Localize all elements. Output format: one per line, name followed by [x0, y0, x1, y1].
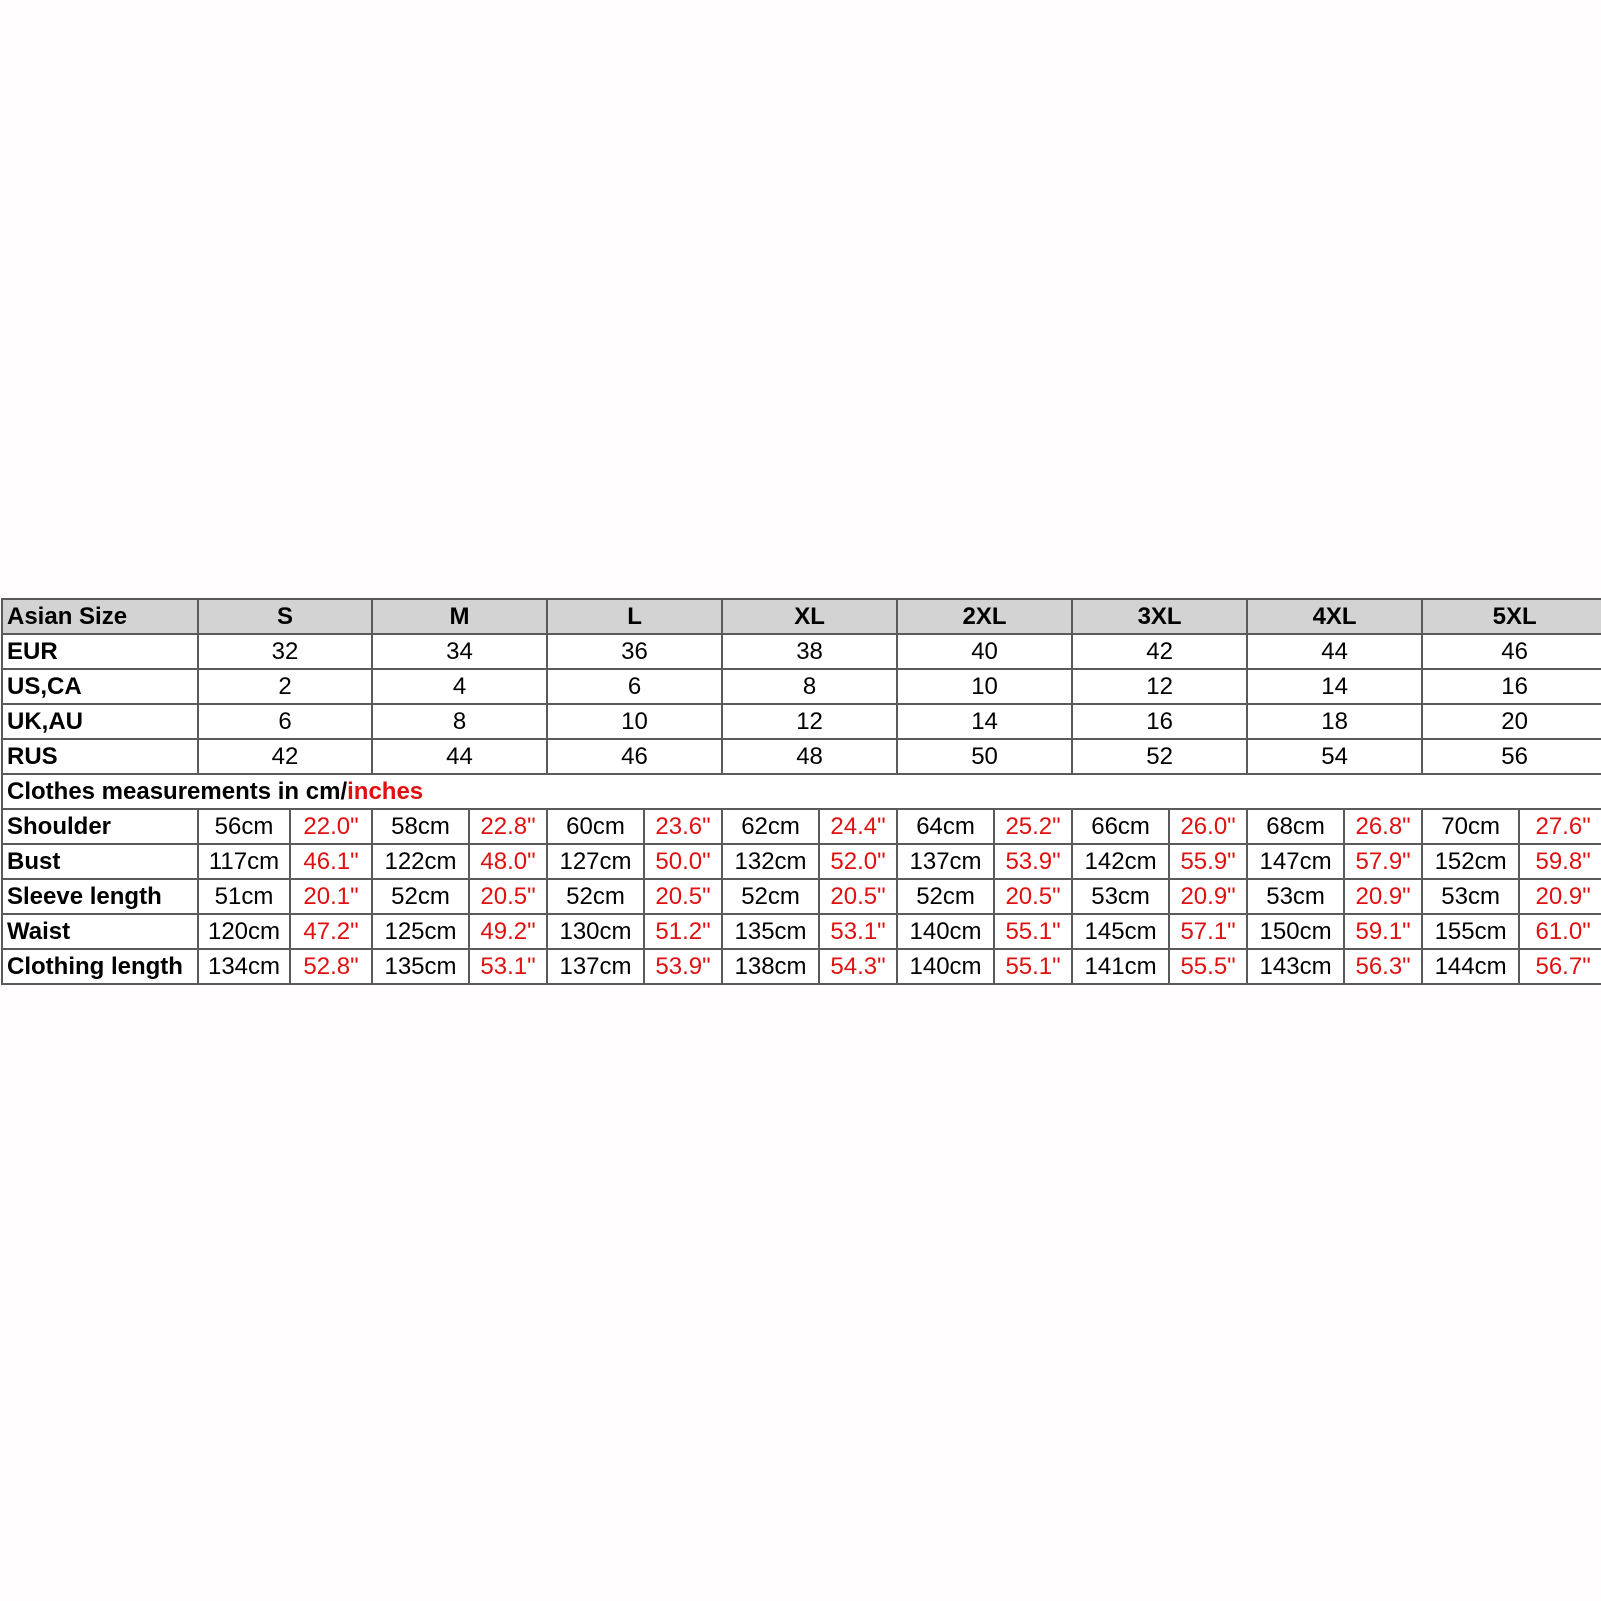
- cm-value: 51cm: [198, 879, 290, 914]
- conversion-value: 18: [1247, 704, 1422, 739]
- conversion-value: 34: [372, 634, 547, 669]
- conversion-value: 40: [897, 634, 1072, 669]
- conversion-value: 8: [722, 669, 897, 704]
- measurement-row: [2, 949, 1601, 984]
- size-header: 5XL: [1422, 599, 1601, 634]
- size-header: L: [547, 599, 722, 634]
- conversion-value: 10: [547, 704, 722, 739]
- cm-value: 53cm: [1072, 879, 1169, 914]
- inch-value: 53.9": [644, 949, 722, 984]
- conversion-value: 20: [1422, 704, 1601, 739]
- cm-value: 66cm: [1072, 809, 1169, 844]
- cm-value: 135cm: [372, 949, 469, 984]
- inch-value: 20.9": [1519, 879, 1601, 914]
- section-row: [2, 774, 1601, 809]
- conversion-value: 36: [547, 634, 722, 669]
- conversion-value: 6: [198, 704, 372, 739]
- conversion-value: 32: [198, 634, 372, 669]
- inch-value: 56.3": [1344, 949, 1422, 984]
- row-label: EUR: [2, 634, 198, 669]
- cm-value: 53cm: [1422, 879, 1519, 914]
- cm-value: 147cm: [1247, 844, 1344, 879]
- inch-value: 55.1": [994, 914, 1072, 949]
- inch-value: 55.9": [1169, 844, 1247, 879]
- cm-value: 56cm: [198, 809, 290, 844]
- measurement-row: [2, 914, 1601, 949]
- cm-value: 68cm: [1247, 809, 1344, 844]
- cm-value: 120cm: [198, 914, 290, 949]
- cm-value: 53cm: [1247, 879, 1344, 914]
- row-label: Sleeve length: [2, 879, 198, 914]
- inch-value: 52.0": [819, 844, 897, 879]
- inch-value: 20.9": [1169, 879, 1247, 914]
- conversion-row: [2, 669, 1601, 704]
- inch-value: 59.8": [1519, 844, 1601, 879]
- cm-value: 140cm: [897, 914, 994, 949]
- conversion-value: 12: [722, 704, 897, 739]
- conversion-value: 14: [897, 704, 1072, 739]
- conversion-value: 42: [1072, 634, 1247, 669]
- inch-value: 51.2": [644, 914, 722, 949]
- inch-value: 53.9": [994, 844, 1072, 879]
- size-header: 2XL: [897, 599, 1072, 634]
- cm-value: 150cm: [1247, 914, 1344, 949]
- conversion-value: 16: [1422, 669, 1601, 704]
- cm-value: 140cm: [897, 949, 994, 984]
- conversion-value: 46: [1422, 634, 1601, 669]
- conversion-value: 48: [722, 739, 897, 774]
- section-title-accent: inches: [347, 777, 424, 805]
- size-chart-body: [2, 599, 1601, 984]
- cm-value: 155cm: [1422, 914, 1519, 949]
- cm-value: 122cm: [372, 844, 469, 879]
- row-label: US,CA: [2, 669, 198, 704]
- row-label: Waist: [2, 914, 198, 949]
- size-header: XL: [722, 599, 897, 634]
- inch-value: 53.1": [819, 914, 897, 949]
- inch-value: 59.1": [1344, 914, 1422, 949]
- cm-value: 125cm: [372, 914, 469, 949]
- cm-value: 135cm: [722, 914, 819, 949]
- inch-value: 57.1": [1169, 914, 1247, 949]
- conversion-row: [2, 739, 1601, 774]
- inch-value: 50.0": [644, 844, 722, 879]
- cm-value: 58cm: [372, 809, 469, 844]
- inch-value: 27.6": [1519, 809, 1601, 844]
- conversion-value: 46: [547, 739, 722, 774]
- size-chart-table: [1, 598, 1601, 985]
- conversion-value: 14: [1247, 669, 1422, 704]
- inch-value: 20.1": [290, 879, 372, 914]
- size-header: S: [198, 599, 372, 634]
- cm-value: 70cm: [1422, 809, 1519, 844]
- row-label: Clothing length: [2, 949, 198, 984]
- conversion-value: 8: [372, 704, 547, 739]
- inch-value: 52.8": [290, 949, 372, 984]
- cm-value: 52cm: [897, 879, 994, 914]
- inch-value: 48.0": [469, 844, 547, 879]
- inch-value: 25.2": [994, 809, 1072, 844]
- inch-value: 46.1": [290, 844, 372, 879]
- cm-value: 62cm: [722, 809, 819, 844]
- conversion-value: 16: [1072, 704, 1247, 739]
- inch-value: 20.5": [644, 879, 722, 914]
- cm-value: 64cm: [897, 809, 994, 844]
- inch-value: 20.5": [819, 879, 897, 914]
- conversion-value: 42: [198, 739, 372, 774]
- inch-value: 55.1": [994, 949, 1072, 984]
- conversion-value: 6: [547, 669, 722, 704]
- cm-value: 142cm: [1072, 844, 1169, 879]
- inch-value: 20.5": [994, 879, 1072, 914]
- cm-value: 152cm: [1422, 844, 1519, 879]
- size-header: 3XL: [1072, 599, 1247, 634]
- inch-value: 24.4": [819, 809, 897, 844]
- cm-value: 60cm: [547, 809, 644, 844]
- conversion-value: 44: [372, 739, 547, 774]
- cm-value: 137cm: [547, 949, 644, 984]
- conversion-value: 4: [372, 669, 547, 704]
- header-row: [2, 599, 1601, 634]
- measurement-row: [2, 844, 1601, 879]
- header-label: Asian Size: [2, 599, 198, 634]
- conversion-value: 2: [198, 669, 372, 704]
- inch-value: 26.0": [1169, 809, 1247, 844]
- inch-value: 54.3": [819, 949, 897, 984]
- row-label: Bust: [2, 844, 198, 879]
- cm-value: 52cm: [547, 879, 644, 914]
- section-title-text: Clothes measurements in cm/: [7, 777, 348, 805]
- cm-value: 134cm: [198, 949, 290, 984]
- measurement-row: [2, 809, 1601, 844]
- inch-value: 20.5": [469, 879, 547, 914]
- cm-value: 144cm: [1422, 949, 1519, 984]
- measurement-row: [2, 879, 1601, 914]
- cm-value: 127cm: [547, 844, 644, 879]
- conversion-value: 54: [1247, 739, 1422, 774]
- inch-value: 53.1": [469, 949, 547, 984]
- conversion-row: [2, 704, 1601, 739]
- inch-value: 22.8": [469, 809, 547, 844]
- conversion-row: [2, 634, 1601, 669]
- cm-value: 52cm: [372, 879, 469, 914]
- conversion-value: 12: [1072, 669, 1247, 704]
- conversion-value: 50: [897, 739, 1072, 774]
- size-header: 4XL: [1247, 599, 1422, 634]
- inch-value: 22.0": [290, 809, 372, 844]
- size-header: M: [372, 599, 547, 634]
- cm-value: 143cm: [1247, 949, 1344, 984]
- conversion-value: 38: [722, 634, 897, 669]
- inch-value: 61.0": [1519, 914, 1601, 949]
- cm-value: 130cm: [547, 914, 644, 949]
- inch-value: 55.5": [1169, 949, 1247, 984]
- cm-value: 52cm: [722, 879, 819, 914]
- conversion-value: 56: [1422, 739, 1601, 774]
- inch-value: 26.8": [1344, 809, 1422, 844]
- row-label: Shoulder: [2, 809, 198, 844]
- inch-value: 20.9": [1344, 879, 1422, 914]
- row-label: UK,AU: [2, 704, 198, 739]
- cm-value: 137cm: [897, 844, 994, 879]
- conversion-value: 44: [1247, 634, 1422, 669]
- inch-value: 49.2": [469, 914, 547, 949]
- row-label: RUS: [2, 739, 198, 774]
- cm-value: 117cm: [198, 844, 290, 879]
- inch-value: 23.6": [644, 809, 722, 844]
- cm-value: 132cm: [722, 844, 819, 879]
- inch-value: 47.2": [290, 914, 372, 949]
- cm-value: 138cm: [722, 949, 819, 984]
- conversion-value: 52: [1072, 739, 1247, 774]
- cm-value: 141cm: [1072, 949, 1169, 984]
- section-title: [2, 774, 1601, 809]
- conversion-value: 10: [897, 669, 1072, 704]
- inch-value: 57.9": [1344, 844, 1422, 879]
- inch-value: 56.7": [1519, 949, 1601, 984]
- cm-value: 145cm: [1072, 914, 1169, 949]
